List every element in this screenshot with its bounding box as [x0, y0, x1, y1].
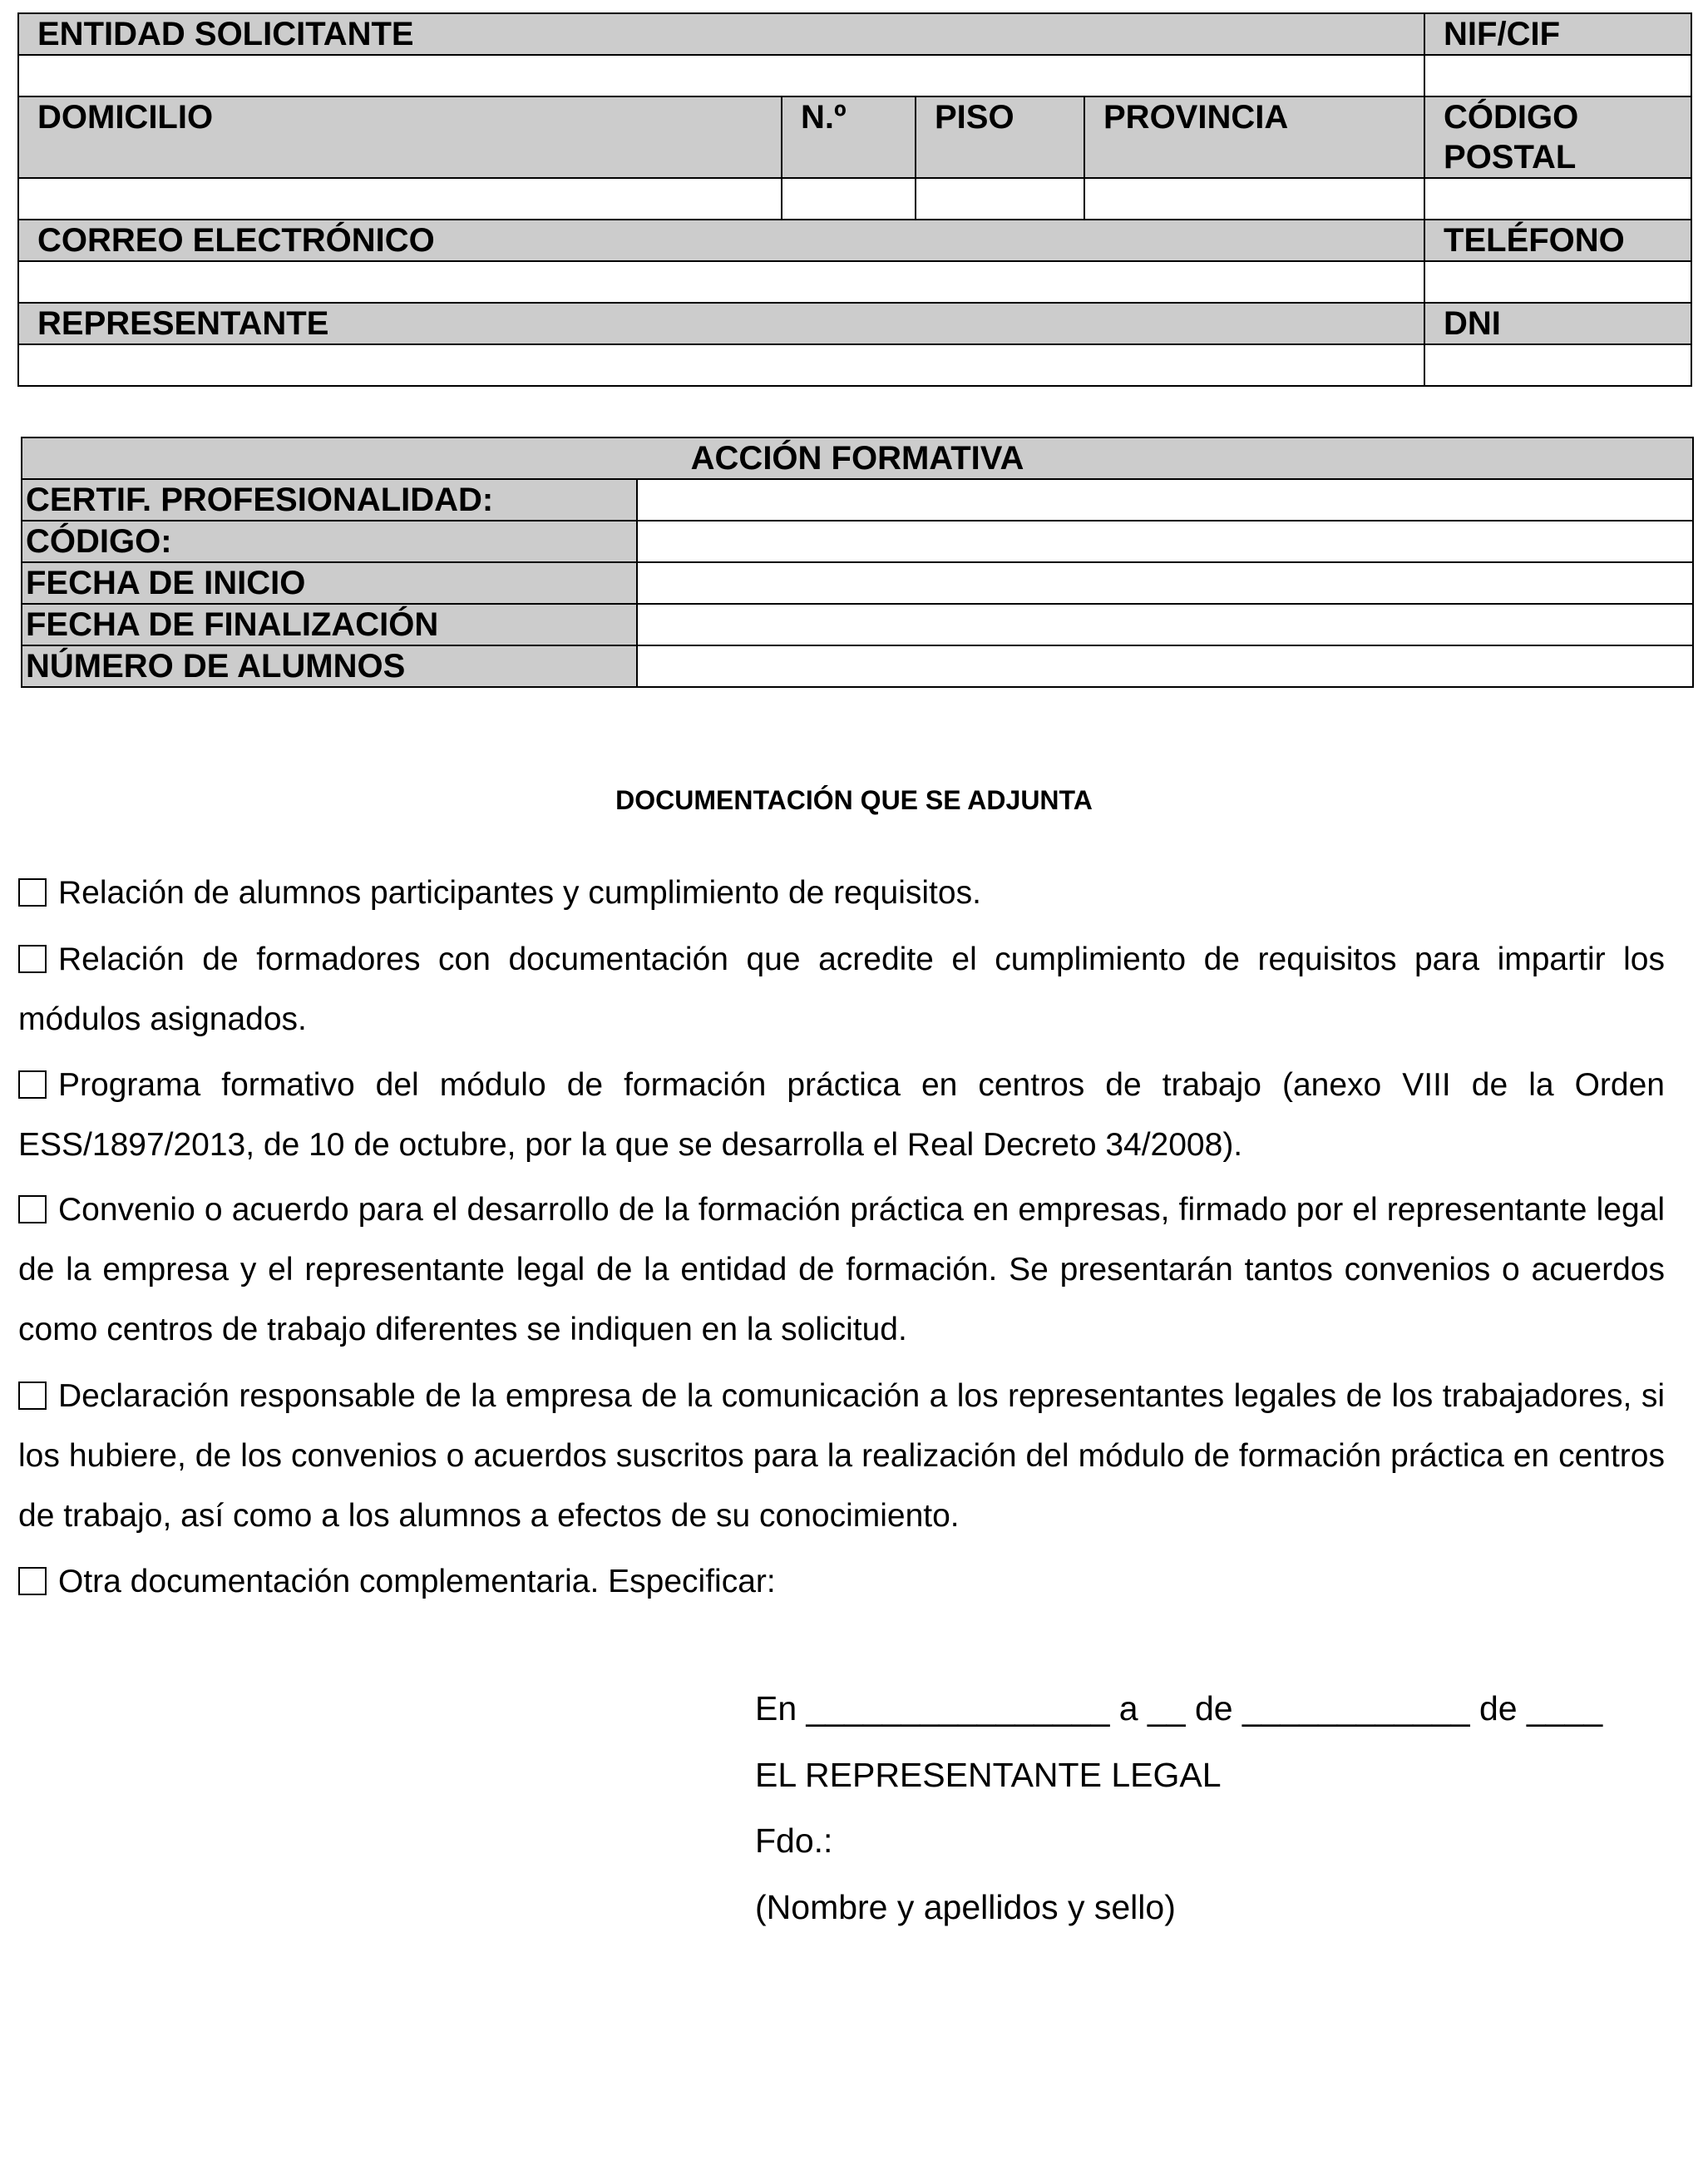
checkbox[interactable] — [18, 1195, 47, 1223]
dni-field[interactable] — [1424, 344, 1691, 386]
signed-label: Fdo.: — [755, 1821, 833, 1860]
province-field[interactable] — [1084, 178, 1424, 220]
nif-field[interactable] — [1424, 55, 1691, 96]
training-title: ACCIÓN FORMATIVA — [22, 437, 1693, 479]
phone-field[interactable] — [1424, 261, 1691, 303]
training-table — [21, 437, 1694, 688]
checkbox[interactable] — [18, 1382, 47, 1410]
doc-item — [18, 1552, 1665, 1612]
province-label: PROVINCIA — [1084, 96, 1424, 178]
entity-label: ENTIDAD SOLICITANTE — [18, 13, 1424, 55]
training-row-field[interactable] — [637, 562, 1693, 604]
doc-item-text: Programa formativo del módulo de formación práctica en centros de trabajo (anexo VIII de la Orden ESS/1897/2013, de 10 de octubre, por la que se desarrolla el Real Decreto 34/2008). — [18, 1067, 1665, 1163]
address-label: DOMICILIO — [18, 96, 782, 178]
checkbox[interactable] — [18, 1567, 47, 1595]
training-row-field[interactable] — [637, 604, 1693, 645]
checkbox[interactable] — [18, 945, 47, 973]
checkbox[interactable] — [18, 878, 47, 907]
floor-field[interactable] — [916, 178, 1084, 220]
doc-item-text: Relación de formadores con documentación que acredite el cumplimiento de requisitos para impartir los módulos asignados. — [18, 942, 1665, 1037]
documentation-heading: DOCUMENTACIÓN QUE SE ADJUNTA — [615, 785, 1093, 815]
training-row-field[interactable] — [637, 645, 1693, 687]
training-row-label: FECHA DE INICIO — [22, 562, 637, 604]
checkbox[interactable] — [18, 1070, 47, 1099]
doc-item-text: Declaración responsable de la empresa de la comunicación a los representantes legales de los trabajadores, si los hubiere, de los convenios o acuerdos suscritos para la realización del módulo de formación práctica en centros de trabajo, así como a los alumnos a efectos de su conocimiento. — [18, 1378, 1665, 1534]
doc-item — [18, 930, 1665, 1050]
email-field[interactable] — [18, 261, 1424, 303]
number-field[interactable] — [782, 178, 916, 220]
address-field[interactable] — [18, 178, 782, 220]
dni-label: DNI — [1424, 303, 1691, 344]
training-row-field[interactable] — [637, 521, 1693, 562]
doc-item-text: Otra documentación complementaria. Especificar: — [58, 1564, 776, 1599]
training-row-label: FECHA DE FINALIZACIÓN — [22, 604, 637, 645]
phone-label: TELÉFONO — [1424, 220, 1691, 261]
representative-label: REPRESENTANTE — [18, 303, 1424, 344]
number-label: N.º — [782, 96, 916, 178]
signer-role: EL REPRESENTANTE LEGAL — [755, 1756, 1222, 1794]
postal-code-field[interactable] — [1424, 178, 1691, 220]
doc-item — [18, 863, 1665, 923]
representative-field[interactable] — [18, 344, 1424, 386]
applicant-table — [17, 12, 1692, 387]
signature-note: (Nombre y apellidos y sello) — [755, 1888, 1176, 1926]
doc-item — [18, 1367, 1665, 1546]
doc-item — [18, 1055, 1665, 1175]
training-row-label: CERTIF. PROFESIONALIDAD: — [22, 479, 637, 521]
doc-item-text: Convenio o acuerdo para el desarrollo de la formación práctica en empresas, firmado por el representante legal de la empresa y el representante legal de la entidad de formación. Se presentarán tantos convenios o acuerdos como centros de trabajo diferentes se indiquen en la solicitud. — [18, 1192, 1665, 1347]
place-date-line: En ________________ a __ de ____________ de ____ — [755, 1689, 1603, 1728]
nif-label: NIF/CIF — [1424, 13, 1691, 55]
entity-field[interactable] — [18, 55, 1424, 96]
doc-item — [18, 1180, 1665, 1360]
email-label: CORREO ELECTRÓNICO — [18, 220, 1424, 261]
training-row-field[interactable] — [637, 479, 1693, 521]
doc-item-text: Relación de alumnos participantes y cumplimiento de requisitos. — [58, 875, 981, 911]
training-row-label: CÓDIGO: — [22, 521, 637, 562]
floor-label: PISO — [916, 96, 1084, 178]
postal-code-label: CÓDIGO POSTAL — [1424, 96, 1691, 178]
training-row-label: NÚMERO DE ALUMNOS — [22, 645, 637, 687]
